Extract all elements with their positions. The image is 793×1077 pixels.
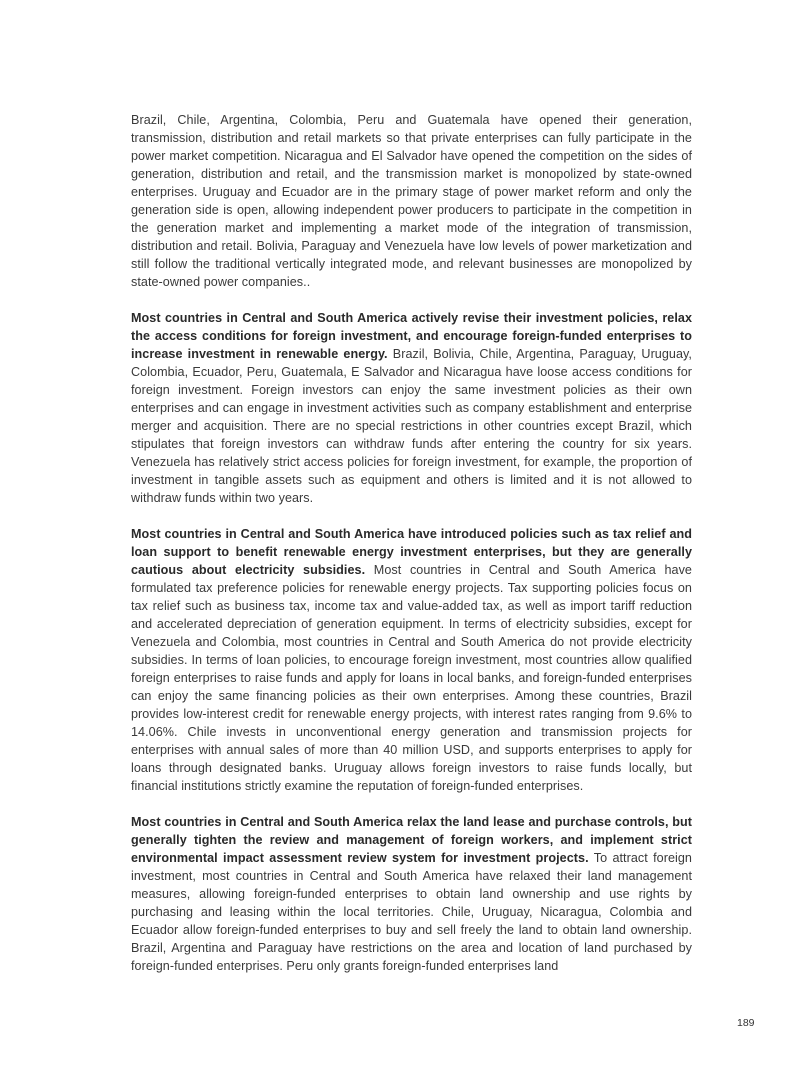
document-body <box>131 111 692 993</box>
paragraph-lead: Most countries in Central and South America have introduced policies such as tax relief and loan support to benefit renewable energy investment enterprises, but they are generally cautious about electricity subsidies. <box>131 527 692 577</box>
paragraph-lead: Most countries in Central and South America actively revise their investment policies, relax the access conditions for foreign investment, and encourage foreign-funded enterprises to increase investment in renewable energy. <box>131 311 692 361</box>
paragraph-text: Brazil, Chile, Argentina, Colombia, Peru and Guatemala have opened their generation, transmission, distribution and retail markets so that private enterprises can fully participate in the power market competition. Nicaragua and El Salvador have opened the competition on the sides of generation, distribution and retail, and the transmission market is monopolized by state-owned enterprises. Uruguay and Ecuador are in the primary stage of power market reform and only the generation side is open, allowing independent power producers to participate in the competition in the generation market and implementing a market mode of the integration of transmission, distribution and retail. Bolivia, Paraguay and Venezuela have low levels of power marketization and still follow the traditional vertically integrated mode, and relevant businesses are monopolized by state-owned power companies.. <box>131 113 692 289</box>
page-number: 189 <box>737 1017 755 1029</box>
paragraph-text: Brazil, Bolivia, Chile, Argentina, Paraguay, Uruguay, Colombia, Ecuador, Peru, Guatemala, E Salvador and Nicaragua have loose access conditions for foreign investment. Foreign investors can enjoy the same investment policies as their own enterprises and can engage in investment activities such as company establishment and enterprise merger and acquisition. There are no special restrictions in other countries except Brazil, which stipulates that foreign investors can withdraw funds after entering the country for six years. Venezuela has relatively strict access policies for foreign investment, for example, the proportion of investment in tangible assets such as equipment and others is limited and it is not allowed to withdraw funds within two years. <box>131 347 692 505</box>
paragraph-text: Most countries in Central and South America have formulated tax preference policies for renewable energy projects. Tax supporting policies focus on tax relief such as business tax, income tax and value-added tax, as well as import tariff reduction and accelerated depreciation of generation equipment. In terms of electricity subsidies, except for Venezuela and Colombia, most countries in Central and South America do not provide electricity subsidies. In terms of loan policies, to encourage foreign investment, most countries allow qualified foreign enterprises to raise funds and apply for loans in local banks, and foreign-funded enterprises can enjoy the same financing policies as their own enterprises. Among these countries, Brazil provides low-interest credit for renewable energy projects, with interest rates ranging from 9.6% to 14.06%. Chile invests in unconventional energy generation and transmission projects for enterprises with annual sales of more than 40 million USD, and supports enterprises to apply for loans through designated banks. Uruguay allows foreign investors to raise funds locally, but financial institutions strictly examine the reputation of foreign-funded enterprises. <box>131 563 692 793</box>
paragraph-investment-policies <box>131 309 692 507</box>
paragraph-tax-loan-subsidies <box>131 525 692 795</box>
paragraph-text: To attract foreign investment, most countries in Central and South America have relaxed their land management measures, allowing foreign-funded enterprises to obtain land ownership and use rights by purchasing and leasing within the local territories. Chile, Uruguay, Nicaragua, Colombia and Ecuador allow foreign-funded enterprises to buy and sell freely the land to obtain land ownership. Brazil, Argentina and Paraguay have restrictions on the area and location of land purchased by foreign-funded enterprises. Peru only grants foreign-funded enterprises land <box>131 851 692 973</box>
paragraph-power-market-opening <box>131 111 692 291</box>
paragraph-land-workers-environment <box>131 813 692 975</box>
paragraph-lead: Most countries in Central and South America relax the land lease and purchase controls, but generally tighten the review and management of foreign workers, and implement strict environmental impact assessment review system for investment projects. <box>131 815 692 865</box>
